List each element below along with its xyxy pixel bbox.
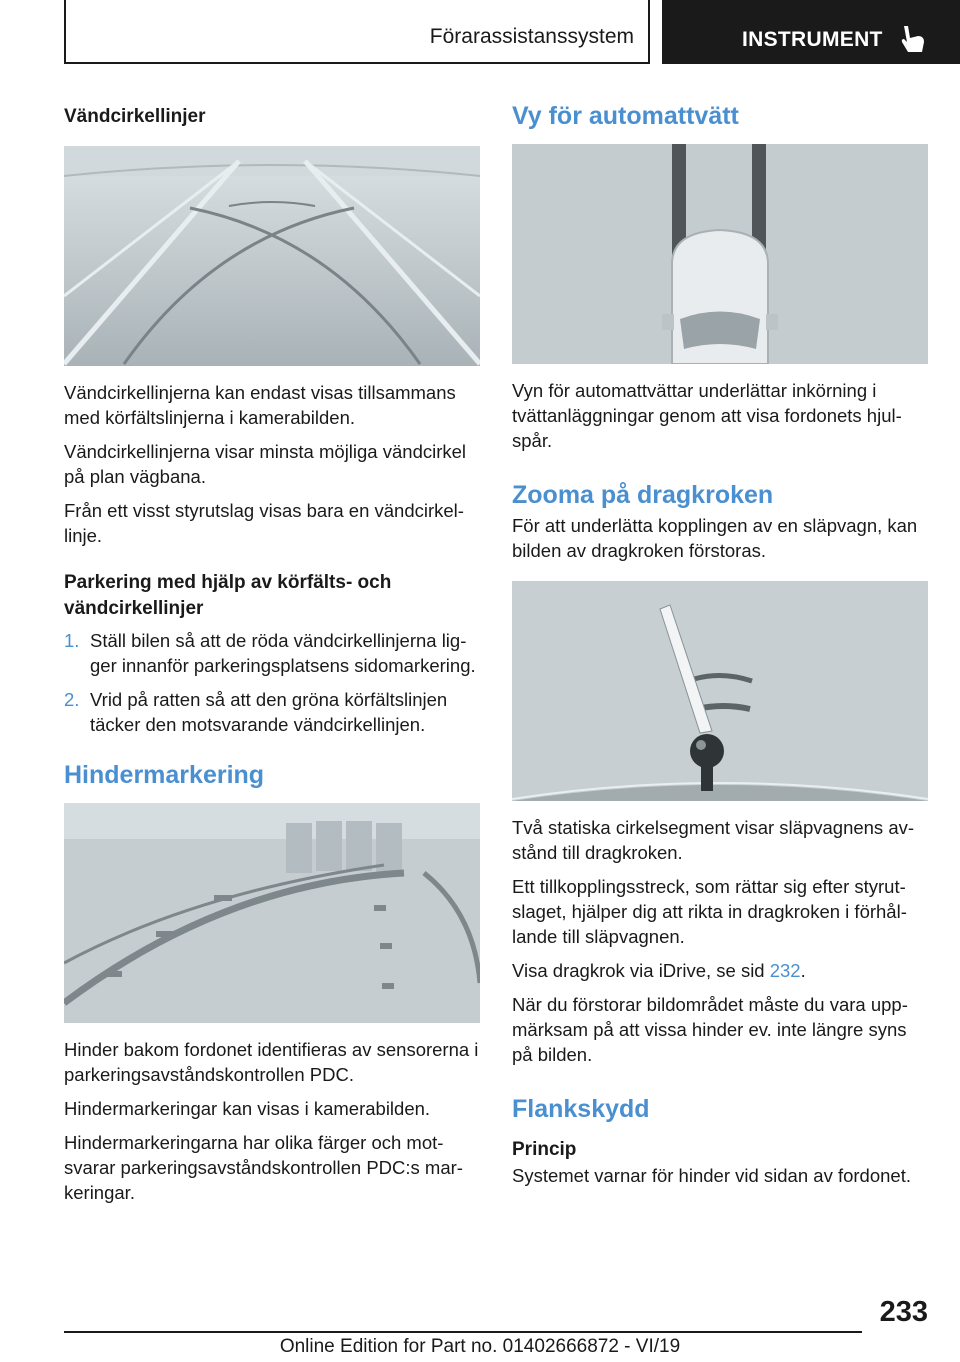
footer-divider bbox=[64, 1331, 862, 1333]
pointing-hand-icon bbox=[898, 24, 926, 54]
heading-flank: Flankskydd bbox=[512, 1095, 650, 1123]
header-section-title: Förarassistanssystem bbox=[429, 25, 634, 48]
para-obstacle-3: Hindermarkeringarna har olika färger och motsvarar parkeringsavståndskontrollen PDC:s markeringar. bbox=[64, 1132, 463, 1203]
left-column bbox=[64, 104, 480, 1214]
para-zoom-3: Ett tillkopplingsstreck, som rättar sig efter styrutslaget, hjälper dig att rikta in dragkroken i förhållande till släpvagnen. bbox=[512, 876, 907, 947]
obstacle-marking-illustration bbox=[64, 803, 480, 1023]
para-zoom-4: Visa dragkrok via iDrive, se sid 232. bbox=[512, 960, 806, 981]
heading-turning-lines: Vändcirkellinjer bbox=[64, 106, 206, 127]
para-zoom-1: För att underlätta kopplingen av en släpvagn, kan bilden av dragkroken förstoras. bbox=[512, 515, 918, 561]
list-item: 1. Ställ bilen så att de röda vändcirkellinjerna ligger innanför parkeringsplatsens sidomarkering. bbox=[64, 630, 476, 676]
page-number: 233 bbox=[879, 1296, 928, 1328]
list-item: 2. Vrid på ratten så att den gröna körfältslinjen täcker den motsvarande vändcirkellinjen. bbox=[64, 689, 448, 735]
header-chapter-title: INSTRUMENT bbox=[742, 28, 883, 51]
para-obstacle-2: Hindermarkeringar kan visas i kamerabilden. bbox=[64, 1098, 431, 1119]
footer bbox=[0, 1336, 960, 1358]
para-turning-3: Från ett visst styrutslag visas bara en vändcirkellinje. bbox=[64, 500, 464, 546]
para-zoom-5: När du förstorar bildområdet måste du vara uppmärksam på att vissa hinder ev. inte längre syns på bilden. bbox=[512, 994, 908, 1065]
turning-lines-illustration bbox=[64, 146, 480, 366]
heading-carwash: Vy för automattvätt bbox=[512, 102, 739, 130]
header-section-tab bbox=[64, 0, 650, 64]
parking-steps bbox=[64, 628, 480, 737]
para-turning-1: Vändcirkellinjerna kan endast visas tillsammans med körfältslinjerna i kamerabilden. bbox=[64, 382, 456, 428]
heading-parking: Parkering med hjälp av körfälts- och vändcirkellinjer bbox=[64, 572, 392, 619]
footer-text: Online Edition for Part no. 01402666872 - VI/19 bbox=[279, 1336, 681, 1357]
tow-hitch-illustration bbox=[512, 581, 928, 801]
page-reference-link[interactable]: 232 bbox=[769, 960, 801, 981]
para-turning-2: Vändcirkellinjerna visar minsta möjliga vändcirkel på plan vägbana. bbox=[64, 441, 467, 487]
para-principle: Systemet varnar för hinder vid sidan av fordonet. bbox=[512, 1165, 911, 1186]
para-zoom-2: Två statiska cirkelsegment visar släpvagnens avstånd till dragkroken. bbox=[512, 817, 915, 863]
heading-zoom: Zooma på dragkroken bbox=[512, 481, 774, 509]
heading-principle: Princip bbox=[512, 1139, 577, 1160]
header-chapter-tab bbox=[662, 0, 960, 64]
para-obstacle-1: Hinder bakom fordonet identifieras av sensorerna i parkeringsavståndskontrollen PDC. bbox=[64, 1039, 479, 1085]
heading-obstacle: Hindermarkering bbox=[64, 761, 265, 789]
carwash-view-illustration bbox=[512, 144, 928, 364]
right-column bbox=[512, 104, 928, 1197]
para-carwash: Vyn för automattvättar underlättar inkörning i tvättanläggningar genom att visa fordonets hjulspår. bbox=[512, 380, 902, 451]
